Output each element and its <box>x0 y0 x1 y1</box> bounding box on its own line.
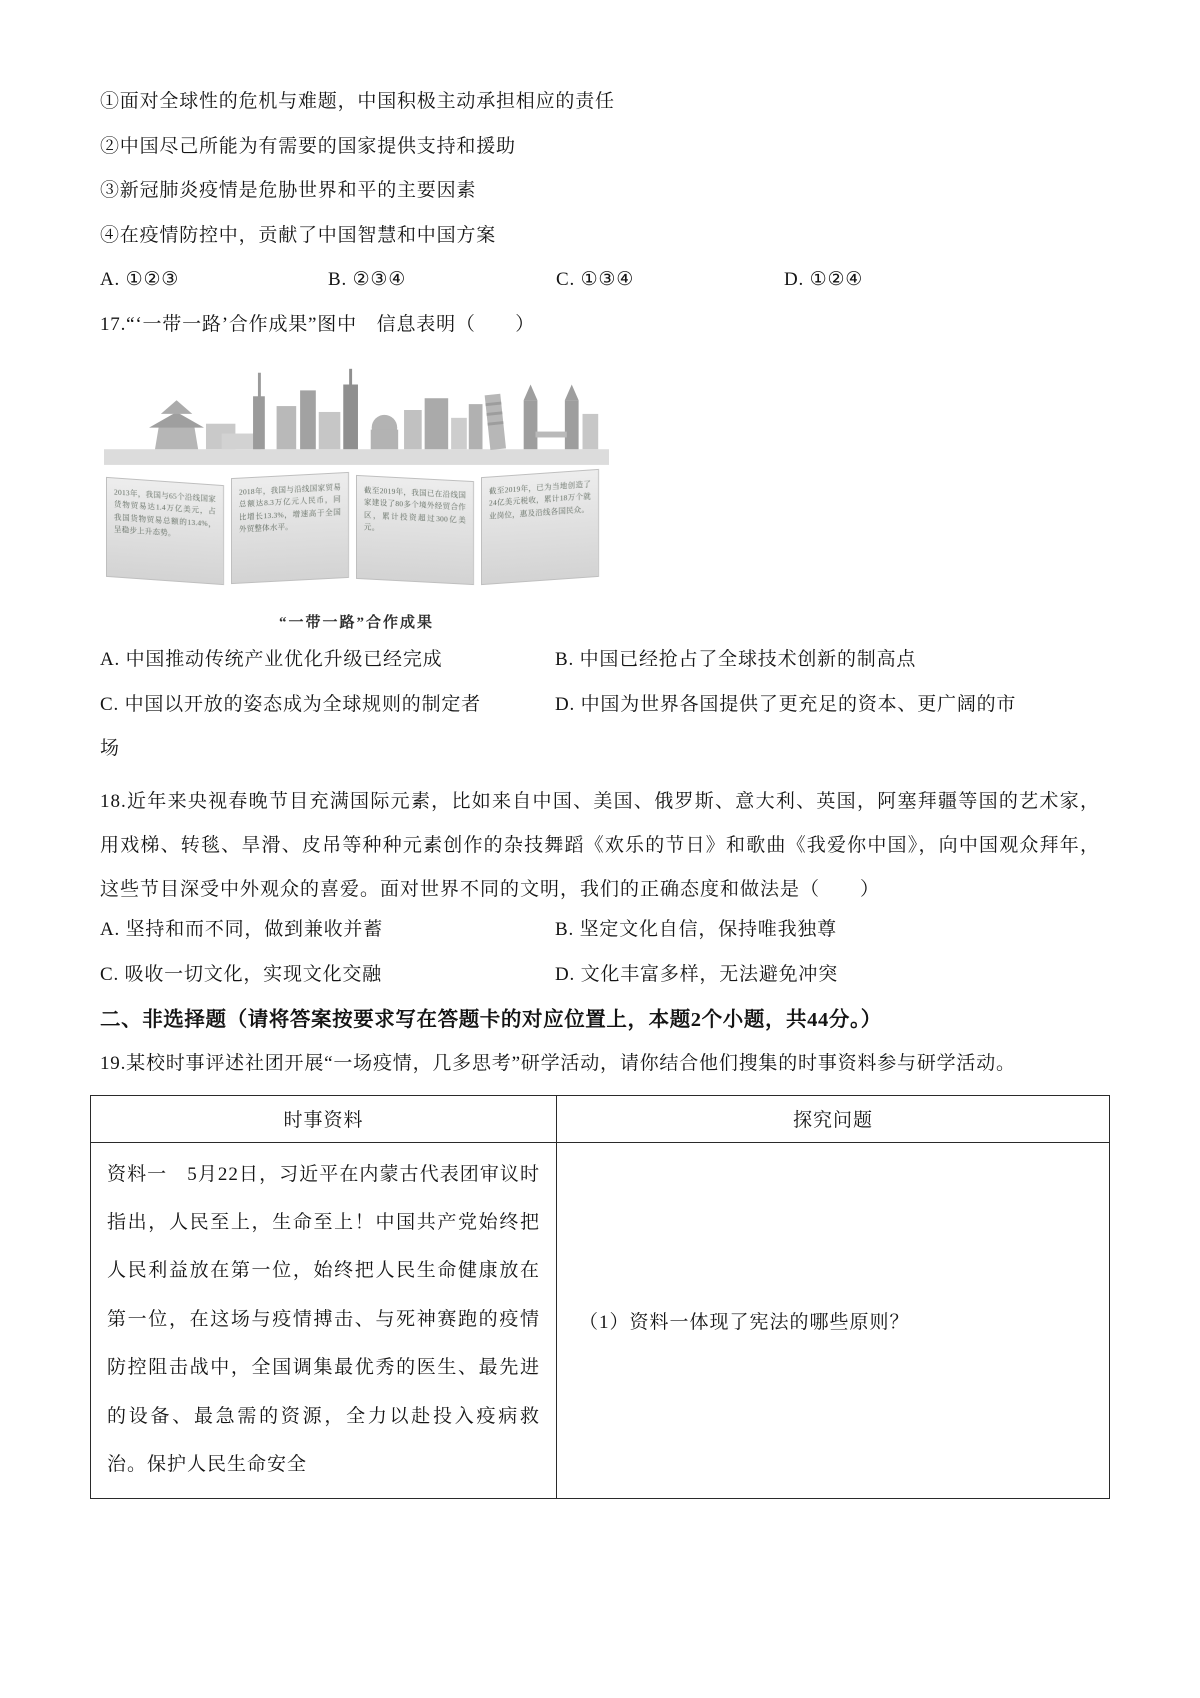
q16-statement-2: ②中国尽己所能为有需要的国家提供支持和援助 <box>100 135 516 157</box>
material-one-cell <box>91 1142 557 1498</box>
q18-option-c: C. 吸收一切文化，实现文化交融 <box>100 963 382 985</box>
city-skyline-icon <box>104 355 609 465</box>
q16-statement-1: ①面对全球性的危机与难题，中国积极主动承担相应的责任 <box>100 91 615 112</box>
q16-option-d: D. ①②④ <box>784 269 864 291</box>
figure-panels <box>104 469 609 601</box>
figure-caption: “一带一路”合作成果 <box>278 615 434 632</box>
q16-option-a: A. ①②③ <box>100 269 180 291</box>
q18-options-row-2 <box>100 961 1100 989</box>
table-header-row <box>91 1095 1110 1142</box>
q16-statement-4: ④在疫情防控中，贡献了中国智慧和中国方案 <box>100 224 497 246</box>
figure-panel-1: 2013年，我国与65个沿线国家货物贸易达1.4万亿美元，占我国货物贸易总额的13.4%，呈稳步上升态势。 <box>106 477 224 585</box>
q17-option-a: A. 中国推动传统产业优化升级已经完成 <box>100 649 443 671</box>
figure-panel-2: 2018年，我国与沿线国家贸易总额达8.3万亿元人民币，同比增长13.3%，增速高于全国外贸整体水平。 <box>231 472 349 584</box>
q17-figure <box>104 355 624 632</box>
q16-options-row <box>100 266 1100 294</box>
table-body-row <box>91 1142 1110 1498</box>
q17-option-c: C. 中国以开放的姿态成为全球规则的制定者 <box>100 693 481 715</box>
figure-panel-3: 截至2019年，我国已在沿线国家建设了80多个境外经贸合作区，累计投资超过300亿美元。 <box>356 475 474 585</box>
q16-statement-3: ③新冠肺炎疫情是危胁世界和平的主要因素 <box>100 180 477 202</box>
table-header-materials: 时事资料 <box>91 1095 557 1142</box>
q17-stem: 17.“‘一带一路’合作成果”图中 信息表明（ ） <box>100 313 536 335</box>
q17-option-b: B. 中国已经抢占了全球技术创新的制高点 <box>555 649 917 671</box>
q16-option-c: C. ①③④ <box>556 269 635 291</box>
materials-table <box>90 1095 1110 1499</box>
q17-options-row-2 <box>100 691 1100 719</box>
q18-stem: 18.近年来央视春晚节目充满国际元素，比如来自中国、美国、俄罗斯、意大利、英国，阿塞拜疆等国的艺术家，用戏梯、转毯、旱滑、皮吊等种种元素创作的杂技舞蹈《欢乐的节日》和歌曲《我爱你中国》，向中国观众拜年，这些节目深受中外观众的喜爱。面对世界不同的文明，我们的正确态度和做法是（ ） <box>100 790 1100 901</box>
question-one-cell <box>557 1142 1110 1498</box>
table-header-questions: 探究问题 <box>557 1095 1110 1142</box>
figure-panel-4: 截至2019年，已为当地创造了24亿美元税收，累计18万个就业岗位，惠及沿线各国民众。 <box>481 469 599 585</box>
q16-option-b: B. ②③④ <box>328 269 407 291</box>
question-one-text: （1）资料一体现了宪法的哪些原则？ <box>579 1311 910 1333</box>
q18-options-row-1 <box>100 916 1100 944</box>
q18-option-a: A. 坚持和而不同，做到兼收并蓄 <box>100 919 384 941</box>
q17-option-d: D. 中国为世界各国提供了更充足的资本、更广阔的市 <box>555 693 1017 715</box>
material-one-text: 资料一 5月22日，习近平在内蒙古代表团审议时指出，人民至上，生命至上！中国共产党始终把人民利益放在第一位，始终把人民生命健康放在第一位，在这场与疫情搏击、与死神赛跑的疫情防控阻击战中，全国调集最优秀的医生、最先进的设备、最急需的资源，全力以赴投入疫病救治。保护人民生命安全 <box>107 1163 540 1476</box>
section-2-heading: 二、非选择题（请将答案按要求写在答题卡的对应位置上，本题2个小题，共44分。） <box>100 1009 882 1032</box>
q18-option-b: B. 坚定文化自信，保持唯我独尊 <box>555 919 837 941</box>
q17-option-d-overflow: 场 <box>100 738 120 760</box>
q17-options-row-1 <box>100 646 1100 674</box>
q19-intro: 19.某校时事评述社团开展“一场疫情，几多思考”研学活动，请你结合他们搜集的时事资料参与研学活动。 <box>100 1053 1016 1074</box>
q18-option-d: D. 文化丰富多样，无法避免冲突 <box>555 963 839 985</box>
